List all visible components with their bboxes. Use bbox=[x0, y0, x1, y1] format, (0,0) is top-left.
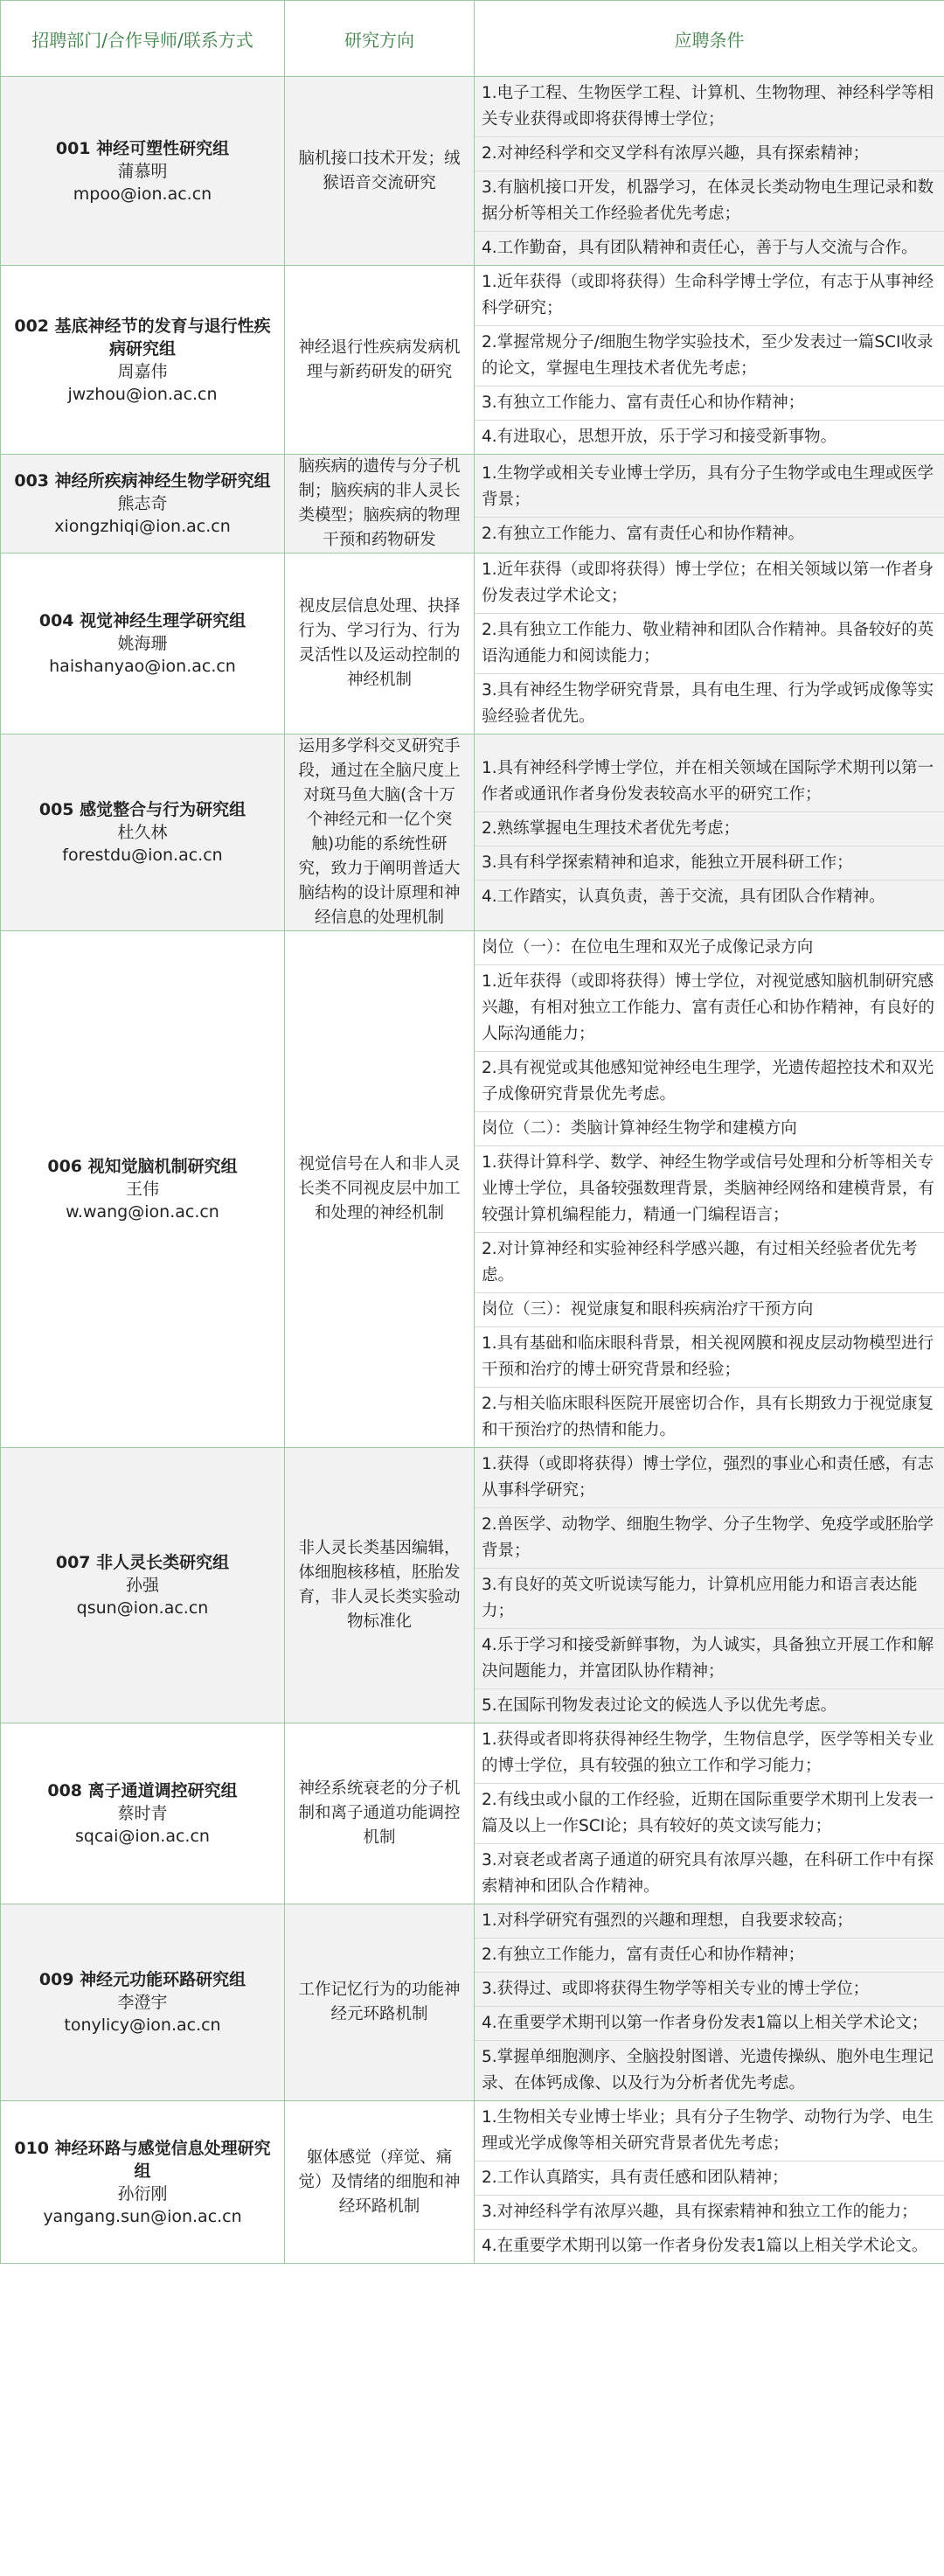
research-direction-cell: 神经系统衰老的分子机制和离子通道功能调控机制 bbox=[285, 1723, 475, 1904]
requirements-cell bbox=[475, 553, 944, 735]
requirement-item: 岗位（二）：类脑计算神经生物学和建模方向 bbox=[475, 1111, 944, 1145]
requirement-item: 4.工作勤奋，具有团队精神和责任心，善于与人交流与合作。 bbox=[475, 231, 944, 265]
requirement-item: 1.具有神经科学博士学位，并在相关领域在国际学术期刊以第一作者或通讯作者身份发表较高水平的研究工作； bbox=[482, 758, 934, 804]
group-name: 002 基底神经节的发育与退行性疾病研究组 bbox=[14, 316, 271, 359]
requirement-item: 2.与相关临床眼科医院开展密切合作，具有长期致力于视觉康复和干预治疗的热情和能力。 bbox=[475, 1387, 944, 1447]
table-row bbox=[1, 1904, 944, 2101]
requirement-item: 2.具有视觉或其他感知觉神经电生理学，光遗传超控技术和双光子成像研究背景优先考虑。 bbox=[475, 1051, 944, 1111]
requirement-item: 4.在重要学术期刊以第一作者身份发表1篇以上相关学术论文； bbox=[475, 2006, 944, 2040]
advisor-name: 孙衍刚 bbox=[117, 2183, 168, 2204]
requirement-item: 1.获得计算科学、数学、神经生物学或信号处理和分析等相关专业博士学位，具备较强数理背景，类脑神经网络和建模背景，有较强计算机编程能力，精通一门编程语言； bbox=[475, 1145, 944, 1232]
requirement-item: 5.掌握单细胞测序、全脑投射图谱、光遗传操纵、胞外电生理记录、在体钙成像、以及行为分析者优先考虑。 bbox=[475, 2040, 944, 2100]
table-row bbox=[1, 1448, 944, 1723]
requirement-item: 1.近年获得（或即将获得）博士学位；在相关领域以第一作者身份发表过学术论文； bbox=[482, 560, 934, 605]
header-requirements: 应聘条件 bbox=[475, 1, 944, 77]
requirement-item: 1.近年获得（或即将获得）博士学位，对视觉感知脑机制研究感兴趣，有相对独立工作能力、富有责任心和协作精神，有良好的人际沟通能力； bbox=[475, 964, 944, 1051]
requirement-item: 1.近年获得（或即将获得）生命科学博士学位，有志于从事神经科学研究； bbox=[482, 273, 934, 317]
requirement-item: 1.生物学或相关专业博士学历，具有分子生物学或电生理或医学背景； bbox=[482, 463, 934, 509]
contact-email: forestdu@ion.ac.cn bbox=[62, 846, 223, 865]
requirement-item: 1.获得或者即将获得神经生物学，生物信息学，医学等相关专业的博士学位，具有较强的独立工作和学习能力； bbox=[482, 1730, 934, 1775]
research-direction-cell: 神经退行性疾病发病机理与新药研发的研究 bbox=[285, 266, 475, 455]
table-row bbox=[1, 735, 944, 931]
group-name: 004 视觉神经生理学研究组 bbox=[38, 611, 246, 630]
contact-email: haishanyao@ion.ac.cn bbox=[49, 657, 236, 676]
research-direction-cell: 躯体感觉（痒觉、痛觉）及情绪的细胞和神经环路机制 bbox=[285, 2101, 475, 2264]
requirement-item: 1.生物相关专业博士毕业；具有分子生物学、动物行为学、电生理或光学成像等相关研究背景者优先考虑； bbox=[482, 2108, 934, 2153]
advisor-name: 蒲慕明 bbox=[117, 161, 168, 181]
requirement-item: 3.对衰老或者离子通道的研究具有浓厚兴趣，在科研工作中有探索精神和团队合作精神。 bbox=[475, 1843, 944, 1904]
table-body bbox=[1, 77, 944, 2264]
requirement-item: 4.在重要学术期刊以第一作者身份发表1篇以上相关学术论文。 bbox=[475, 2229, 944, 2263]
contact-email: mpoo@ion.ac.cn bbox=[73, 184, 212, 204]
advisor-name: 杜久林 bbox=[117, 823, 168, 842]
department-cell bbox=[1, 553, 285, 735]
department-cell bbox=[1, 1448, 285, 1723]
requirements-cell bbox=[475, 455, 944, 553]
requirement-item: 5.在国际刊物发表过论文的候选人予以优先考虑。 bbox=[475, 1688, 944, 1723]
table-row bbox=[1, 2101, 944, 2264]
requirement-item: 4.乐于学习和接受新鲜事物，为人诚实，具备独立开展工作和解决问题能力，并富团队协作精神； bbox=[475, 1628, 944, 1688]
requirement-item: 2.掌握常规分子/细胞生物学实验技术，至少发表过一篇SCI收录的论文，掌握电生理技术者优先考虑； bbox=[475, 325, 944, 386]
group-name: 001 神经可塑性研究组 bbox=[55, 138, 230, 158]
advisor-name: 蔡时青 bbox=[117, 1804, 168, 1823]
requirements-cell bbox=[475, 735, 944, 931]
research-direction-cell: 脑机接口技术开发；绒猴语音交流研究 bbox=[285, 77, 475, 266]
research-direction-cell: 视觉信号在人和非人灵长类不同视皮层中加工和处理的神经机制 bbox=[285, 931, 475, 1448]
requirement-item: 3.对神经科学有浓厚兴趣，具有探索精神和独立工作的能力； bbox=[475, 2195, 944, 2229]
group-name: 009 神经元功能环路研究组 bbox=[38, 1970, 246, 1989]
requirement-item: 1.获得（或即将获得）博士学位，强烈的事业心和责任感，有志从事科学研究； bbox=[482, 1455, 934, 1500]
requirement-item: 2.有独立工作能力，富有责任心和协作精神； bbox=[475, 1938, 944, 1972]
department-cell bbox=[1, 455, 285, 553]
group-name: 010 神经环路与感觉信息处理研究组 bbox=[14, 2138, 271, 2181]
requirement-item: 岗位（一）：在位电生理和双光子成像记录方向 bbox=[482, 938, 814, 957]
requirements-cell bbox=[475, 1904, 944, 2101]
advisor-name: 孙强 bbox=[125, 1576, 159, 1595]
requirement-item: 3.有脑机接口开发，机器学习，在体灵长类动物电生理记录和数据分析等相关工作经验者优先考虑； bbox=[475, 171, 944, 231]
table-row bbox=[1, 455, 944, 553]
requirement-item: 1.对科学研究有强烈的兴趣和理想，自我要求较高； bbox=[482, 1911, 853, 1930]
advisor-name: 姚海珊 bbox=[117, 634, 168, 653]
group-name: 007 非人灵长类研究组 bbox=[55, 1553, 230, 1572]
table-row bbox=[1, 77, 944, 266]
header-department: 招聘部门/合作导师/联系方式 bbox=[1, 1, 285, 77]
requirement-item: 3.有独立工作能力、富有责任心和协作精神； bbox=[475, 386, 944, 420]
requirement-item: 2.工作认真踏实，具有责任感和团队精神； bbox=[475, 2161, 944, 2195]
department-cell bbox=[1, 2101, 285, 2264]
requirement-item: 1.具有基础和临床眼科背景，相关视网膜和视皮层动物模型进行干预和治疗的博士研究背景和经验； bbox=[475, 1326, 944, 1387]
requirements-cell bbox=[475, 931, 944, 1448]
table-row bbox=[1, 266, 944, 455]
department-cell bbox=[1, 1723, 285, 1904]
contact-email: w.wang@ion.ac.cn bbox=[66, 1202, 219, 1222]
header-research-direction: 研究方向 bbox=[285, 1, 475, 77]
requirement-item: 4.工作踏实，认真负责，善于交流，具有团队合作精神。 bbox=[475, 880, 944, 914]
research-direction-cell: 脑疾病的遗传与分子机制；脑疾病的非人灵长类模型；脑疾病的物理干预和药物研发 bbox=[285, 455, 475, 553]
table-header-row bbox=[1, 1, 944, 77]
department-cell bbox=[1, 1904, 285, 2101]
research-direction-cell: 非人灵长类基因编辑，体细胞核移植，胚胎发育，非人灵长类实验动物标准化 bbox=[285, 1448, 475, 1723]
requirement-item: 2.有线虫或小鼠的工作经验，近期在国际重要学术期刊上发表一篇及以上一作SCI论；具有较好的英文读写能力； bbox=[475, 1783, 944, 1843]
contact-email: jwzhou@ion.ac.cn bbox=[67, 384, 218, 404]
requirements-cell bbox=[475, 2101, 944, 2264]
table-row bbox=[1, 553, 944, 735]
research-direction-cell: 视皮层信息处理、抉择行为、学习行为、行为灵活性以及运动控制的神经机制 bbox=[285, 553, 475, 735]
requirements-cell bbox=[475, 77, 944, 266]
requirement-item: 2.有独立工作能力、富有责任心和协作精神。 bbox=[475, 517, 944, 551]
group-name: 008 离子通道调控研究组 bbox=[47, 1781, 238, 1800]
department-cell bbox=[1, 77, 285, 266]
table-row bbox=[1, 931, 944, 1448]
contact-email: yangang.sun@ion.ac.cn bbox=[43, 2206, 242, 2226]
advisor-name: 李澄宇 bbox=[117, 1993, 168, 2012]
contact-email: sqcai@ion.ac.cn bbox=[75, 1827, 210, 1846]
requirements-cell bbox=[475, 1723, 944, 1904]
requirement-item: 2.对计算神经和实验神经科学感兴趣，有过相关经验者优先考虑。 bbox=[475, 1232, 944, 1292]
requirement-item: 3.具有神经生物学研究背景，具有电生理、行为学或钙成像等实验经验者优先。 bbox=[475, 673, 944, 734]
department-cell bbox=[1, 266, 285, 455]
requirements-cell bbox=[475, 1448, 944, 1723]
requirement-item: 2.对神经科学和交叉学科有浓厚兴趣，具有探索精神； bbox=[475, 136, 944, 171]
advisor-name: 周嘉伟 bbox=[117, 361, 168, 381]
requirement-item: 岗位（三）：视觉康复和眼科疾病治疗干预方向 bbox=[475, 1292, 944, 1326]
research-direction-cell: 运用多学科交叉研究手段，通过在全脑尺度上对斑马鱼大脑(含十万个神经元和一亿个突触)功能的系统性研究，致力于阐明普适大脑结构的设计原理和神经信息的处理机制 bbox=[285, 735, 475, 931]
group-name: 006 视知觉脑机制研究组 bbox=[47, 1157, 238, 1176]
advisor-name: 王伟 bbox=[125, 1180, 159, 1199]
research-direction-cell: 工作记忆行为的功能神经元环路机制 bbox=[285, 1904, 475, 2101]
contact-email: tonylicy@ion.ac.cn bbox=[64, 2016, 221, 2035]
requirement-item: 3.具有科学探索精神和追求，能独立开展科研工作； bbox=[475, 846, 944, 880]
requirement-item: 2.熟练掌握电生理技术者优先考虑； bbox=[475, 811, 944, 846]
advisor-name: 熊志奇 bbox=[117, 494, 168, 513]
requirement-item: 3.获得过、或即将获得生物学等相关专业的博士学位； bbox=[475, 1972, 944, 2006]
table-row bbox=[1, 1723, 944, 1904]
requirement-item: 3.有良好的英文听说读写能力，计算机应用能力和语言表达能力； bbox=[475, 1568, 944, 1628]
requirement-item: 1.电子工程、生物医学工程、计算机、生物物理、神经科学等相关专业获得或即将获得博士学位； bbox=[482, 84, 934, 129]
requirement-item: 2.兽医学、动物学、细胞生物学、分子生物学、免疫学或胚胎学背景； bbox=[475, 1507, 944, 1568]
department-cell bbox=[1, 931, 285, 1448]
requirements-cell bbox=[475, 266, 944, 455]
contact-email: xiongzhiqi@ion.ac.cn bbox=[54, 517, 231, 536]
group-name: 005 感觉整合与行为研究组 bbox=[38, 800, 246, 819]
group-name: 003 神经所疾病神经生物学研究组 bbox=[14, 471, 271, 491]
department-cell bbox=[1, 735, 285, 931]
requirement-item: 4.有进取心，思想开放，乐于学习和接受新事物。 bbox=[475, 420, 944, 454]
requirement-item: 2.具有独立工作能力、敬业精神和团队合作精神。具备较好的英语沟通能力和阅读能力； bbox=[475, 613, 944, 673]
contact-email: qsun@ion.ac.cn bbox=[76, 1598, 209, 1618]
